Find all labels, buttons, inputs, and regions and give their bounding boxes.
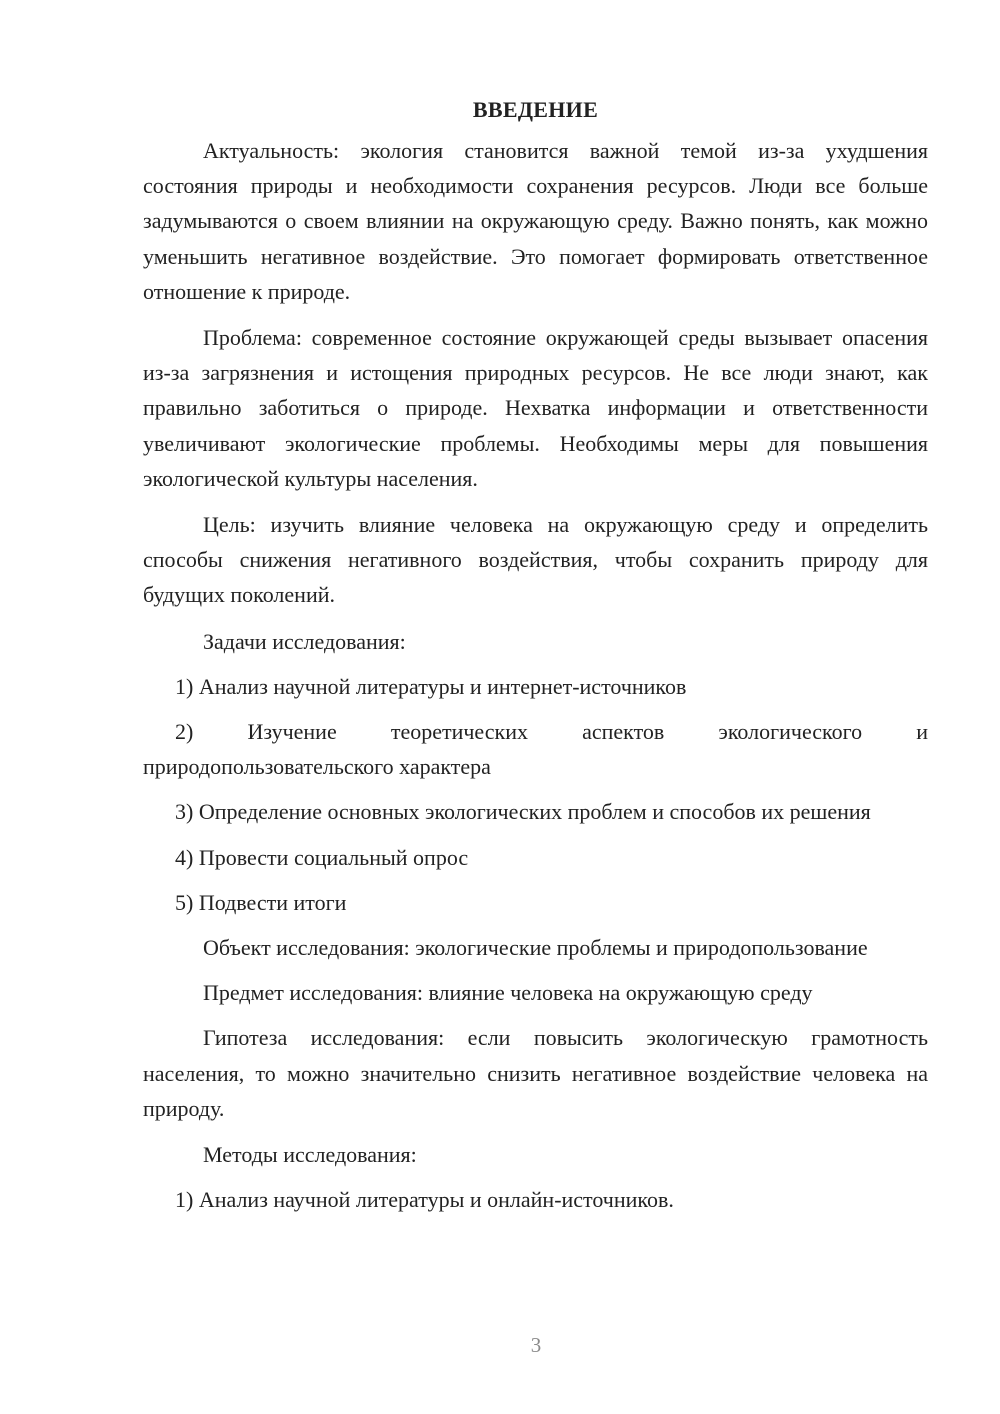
goal-paragraph: Цель: изучить влияние человека на окружающую среду и определить способы снижения негативного воздействия, чтобы сохранить природу для будущих поколений.	[143, 512, 928, 608]
relevance-paragraph: Актуальность: экология становится важной темой из-за ухудшения состояния природы и необходимости сохранения ресурсов. Люди все больше задумываются о своем влиянии на окружающую среду. Важно понять, как можно уменьшить негативное воздействие. Это помогает формировать ответственное отношение к природе.	[143, 138, 928, 304]
subject-paragraph: Предмет исследования: влияние человека на окружающую среду	[203, 980, 813, 1006]
task-item-1: 1) Анализ научной литературы и интернет-источников	[175, 673, 687, 699]
task-item-2: 2) Изучение теоретических аспектов экологического и природопользовательского характера	[143, 719, 928, 780]
problem-paragraph: Проблема: современное состояние окружающей среды вызывает опасения из-за загрязнения и истощения природных ресурсов. Не все люди знают, как правильно заботиться о природе. Нехватка информации и ответственности увеличивают экологические проблемы. Необходимы меры для повышения экологической культуры населения.	[143, 325, 928, 491]
document-page	[143, 92, 928, 1217]
methods-heading: Методы исследования:	[203, 1142, 417, 1168]
page-number: 3	[530, 1333, 542, 1357]
page-title: ВВЕДЕНИЕ	[472, 97, 599, 122]
method-item-1: 1) Анализ научной литературы и онлайн-источников.	[175, 1187, 674, 1213]
object-paragraph: Объект исследования: экологические проблемы и природопользование	[203, 935, 868, 961]
task-item-4: 4) Провести социальный опрос	[175, 844, 469, 870]
task-item-3: 3) Определение основных экологических проблем и способов их решения	[175, 799, 871, 825]
tasks-heading: Задачи исследования:	[203, 628, 406, 654]
task-item-5: 5) Подвести итоги	[175, 889, 347, 915]
hypothesis-paragraph: Гипотеза исследования: если повысить экологическую грамотность населения, то можно значительно снизить негативное воздействие человека на природу.	[143, 1025, 928, 1121]
